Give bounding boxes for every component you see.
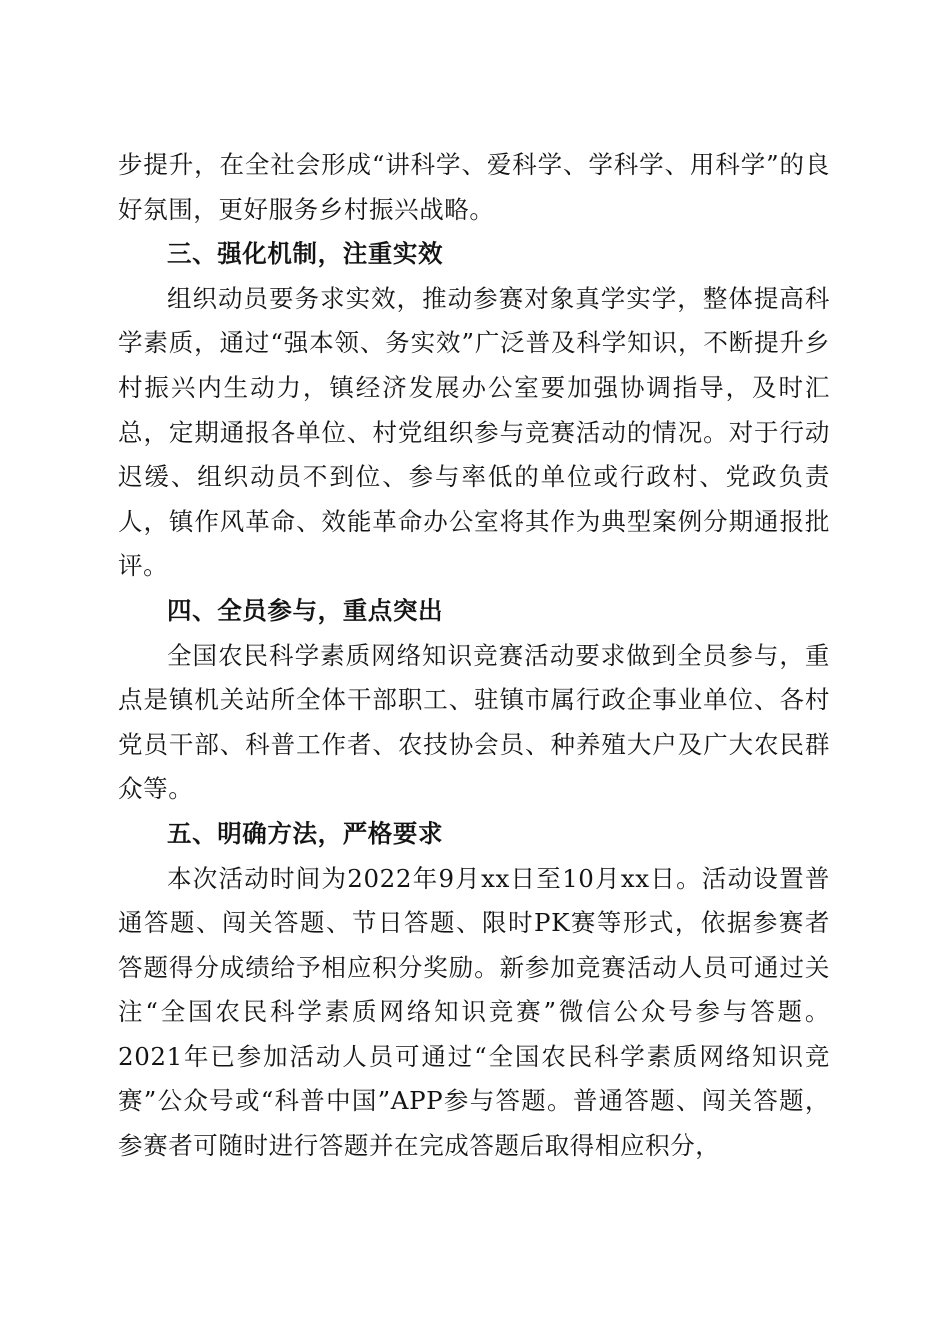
paragraph-intro-continuation: 步提升，在全社会形成“讲科学、爱科学、学科学、用科学”的良好氛围，更好服务乡村振兴战略。 <box>118 150 830 224</box>
paragraph-section-5: 本次活动时间为2022年9月xx日至10月xx日。活动设置普通答题、闯关答题、节日答题、限时PK赛等形式，依据参赛者答题得分成绩给予相应积分奖励。新参加竞赛活动人员可通过关注“全国农民科学素质网络知识竞赛”微信公众号参与答题。2021年已参加活动人员可通过“全国农民科学素质网络知识竞赛”公众号或“科普中国”APP参与答题。普通答题、闯关答题，参赛者可随时进行答题并在完成答题后取得相应积分， <box>118 863 830 1161</box>
paragraph-section-4: 全国农民科学素质网络知识竞赛活动要求做到全员参与，重点是镇机关站所全体干部职工、驻镇市属行政企事业单位、各村党员干部、科普工作者、农技协会员、种养殖大户及广大农民群众等。 <box>118 640 830 804</box>
section-heading-5: 五、明确方法，严格要求 <box>167 818 444 848</box>
section-heading-4: 四、全员参与，重点突出 <box>167 595 444 625</box>
paragraph-section-3: 组织动员要务求实效，推动参赛对象真学实学，整体提高科学素质，通过“强本领、务实效”广泛普及科学知识，不断提升乡村振兴内生动力，镇经济发展办公室要加强协调指导，及时汇总，定期通报各单位、村党组织参与竞赛活动的情况。对于行动迟缓、组织动员不到位、参与率低的单位或行政村、党政负责人，镇作风革命、效能革命办公室将其作为典型案例分期通报批评。 <box>118 283 830 581</box>
document-body <box>118 143 830 1169</box>
section-heading-3: 三、强化机制，注重实效 <box>167 239 444 269</box>
